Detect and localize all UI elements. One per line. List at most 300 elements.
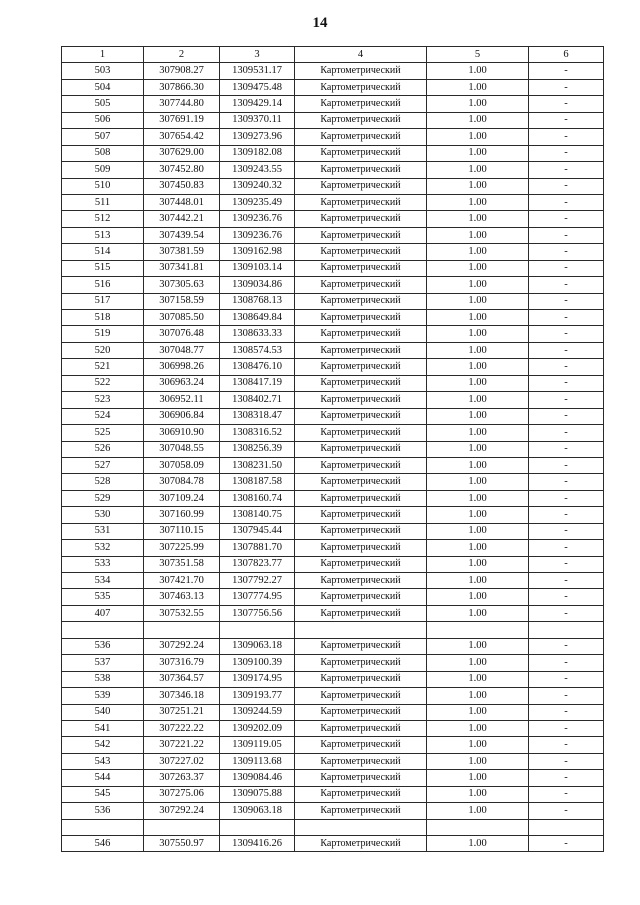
point-number-cell: 536 [62,803,144,819]
table-row [62,96,604,112]
description-cell: - [529,490,604,506]
method-cell: Картометрический [295,573,427,589]
y-coordinate-cell: 1308633.33 [220,326,295,342]
description-cell: - [529,556,604,572]
y-coordinate-cell: 1309273.96 [220,129,295,145]
table-row [62,540,604,556]
method-cell: Картометрический [295,145,427,161]
point-number-cell: 526 [62,441,144,457]
y-coordinate-cell: 1308476.10 [220,359,295,375]
point-number-cell: 521 [62,359,144,375]
point-number-cell: 529 [62,490,144,506]
y-coordinate-cell: 1308649.84 [220,310,295,326]
x-coordinate-cell: 307292.24 [144,638,220,654]
description-cell: - [529,671,604,687]
accuracy-cell: 1.00 [427,112,529,128]
method-cell: Картометрический [295,112,427,128]
empty-cell [295,819,427,835]
empty-cell [144,622,220,638]
point-number-cell: 534 [62,573,144,589]
x-coordinate-cell: 307058.09 [144,457,220,473]
description-cell: - [529,638,604,654]
table-row [62,112,604,128]
point-number-cell: 537 [62,655,144,671]
accuracy-cell: 1.00 [427,326,529,342]
accuracy-cell: 1.00 [427,441,529,457]
description-cell: - [529,408,604,424]
x-coordinate-cell: 307346.18 [144,688,220,704]
y-coordinate-cell: 1309193.77 [220,688,295,704]
description-cell: - [529,96,604,112]
method-cell: Картометрический [295,342,427,358]
y-coordinate-cell: 1309235.49 [220,194,295,210]
point-number-cell: 509 [62,162,144,178]
x-coordinate-cell: 307381.59 [144,244,220,260]
empty-cell [144,819,220,835]
description-cell: - [529,79,604,95]
accuracy-cell: 1.00 [427,392,529,408]
table-row [62,145,604,161]
accuracy-cell: 1.00 [427,162,529,178]
y-coordinate-cell: 1308256.39 [220,441,295,457]
point-number-cell: 545 [62,786,144,802]
accuracy-cell: 1.00 [427,836,529,852]
description-cell: - [529,260,604,276]
y-coordinate-cell: 1309034.86 [220,277,295,293]
x-coordinate-cell: 307225.99 [144,540,220,556]
x-coordinate-cell: 307305.63 [144,277,220,293]
method-cell: Картометрический [295,375,427,391]
x-coordinate-cell: 307160.99 [144,507,220,523]
description-cell: - [529,605,604,621]
accuracy-cell: 1.00 [427,605,529,621]
accuracy-cell: 1.00 [427,490,529,506]
table-row [62,194,604,210]
point-number-cell: 515 [62,260,144,276]
method-cell: Картометрический [295,474,427,490]
table-row [62,720,604,736]
accuracy-cell: 1.00 [427,293,529,309]
method-cell: Картометрический [295,556,427,572]
method-cell: Картометрический [295,490,427,506]
x-coordinate-cell: 307442.21 [144,211,220,227]
description-cell: - [529,227,604,243]
y-coordinate-cell: 1307774.95 [220,589,295,605]
accuracy-cell: 1.00 [427,79,529,95]
x-coordinate-cell: 307629.00 [144,145,220,161]
point-number-cell: 530 [62,507,144,523]
method-cell: Картометрический [295,589,427,605]
accuracy-cell: 1.00 [427,359,529,375]
accuracy-cell: 1.00 [427,737,529,753]
method-cell: Картометрический [295,227,427,243]
accuracy-cell: 1.00 [427,211,529,227]
y-coordinate-cell: 1309244.59 [220,704,295,720]
point-number-cell: 541 [62,720,144,736]
accuracy-cell: 1.00 [427,655,529,671]
method-cell: Картометрический [295,408,427,424]
y-coordinate-cell: 1309429.14 [220,96,295,112]
table-row [62,770,604,786]
x-coordinate-cell: 307275.06 [144,786,220,802]
method-cell: Картометрический [295,96,427,112]
point-number-cell: 511 [62,194,144,210]
table-row [62,441,604,457]
x-coordinate-cell: 307263.37 [144,770,220,786]
point-number-cell: 538 [62,671,144,687]
y-coordinate-cell: 1309063.18 [220,803,295,819]
method-cell: Картометрический [295,605,427,621]
y-coordinate-cell: 1308316.52 [220,425,295,441]
point-number-cell: 518 [62,310,144,326]
table-row [62,786,604,802]
method-cell: Картометрический [295,655,427,671]
coordinates-table [61,46,604,852]
table-row [62,457,604,473]
table-row [62,63,604,79]
accuracy-cell: 1.00 [427,688,529,704]
description-cell: - [529,589,604,605]
accuracy-cell: 1.00 [427,227,529,243]
method-cell: Картометрический [295,425,427,441]
y-coordinate-cell: 1308187.58 [220,474,295,490]
y-coordinate-cell: 1309236.76 [220,211,295,227]
method-cell: Картометрический [295,326,427,342]
table-row [62,803,604,819]
description-cell: - [529,688,604,704]
x-coordinate-cell: 307866.30 [144,79,220,95]
accuracy-cell: 1.00 [427,129,529,145]
accuracy-cell: 1.00 [427,457,529,473]
x-coordinate-cell: 307550.97 [144,836,220,852]
description-cell: - [529,540,604,556]
table-separator-row [62,819,604,835]
method-cell: Картометрический [295,753,427,769]
accuracy-cell: 1.00 [427,803,529,819]
method-cell: Картометрический [295,260,427,276]
x-coordinate-cell: 307341.81 [144,260,220,276]
method-cell: Картометрический [295,638,427,654]
description-cell: - [529,244,604,260]
point-number-cell: 524 [62,408,144,424]
accuracy-cell: 1.00 [427,425,529,441]
method-cell: Картометрический [295,803,427,819]
table-row [62,244,604,260]
x-coordinate-cell: 307076.48 [144,326,220,342]
x-coordinate-cell: 307364.57 [144,671,220,687]
table-row [62,605,604,621]
y-coordinate-cell: 1309113.68 [220,753,295,769]
y-coordinate-cell: 1309100.39 [220,655,295,671]
table-row [62,753,604,769]
point-number-cell: 504 [62,79,144,95]
y-coordinate-cell: 1309240.32 [220,178,295,194]
accuracy-cell: 1.00 [427,556,529,572]
description-cell: - [529,194,604,210]
point-number-cell: 522 [62,375,144,391]
method-cell: Картометрический [295,671,427,687]
accuracy-cell: 1.00 [427,310,529,326]
point-number-cell: 503 [62,63,144,79]
accuracy-cell: 1.00 [427,194,529,210]
point-number-cell: 505 [62,96,144,112]
point-number-cell: 539 [62,688,144,704]
accuracy-cell: 1.00 [427,573,529,589]
point-number-cell: 533 [62,556,144,572]
point-number-cell: 525 [62,425,144,441]
y-coordinate-cell: 1309236.76 [220,227,295,243]
point-number-cell: 528 [62,474,144,490]
x-coordinate-cell: 307452.80 [144,162,220,178]
method-cell: Картометрический [295,737,427,753]
y-coordinate-cell: 1308417.19 [220,375,295,391]
point-number-cell: 516 [62,277,144,293]
method-cell: Картометрический [295,836,427,852]
point-number-cell: 513 [62,227,144,243]
table-row [62,836,604,852]
y-coordinate-cell: 1309475.48 [220,79,295,95]
y-coordinate-cell: 1307823.77 [220,556,295,572]
accuracy-cell: 1.00 [427,540,529,556]
table-row [62,260,604,276]
x-coordinate-cell: 307048.77 [144,342,220,358]
y-coordinate-cell: 1309243.55 [220,162,295,178]
table-row [62,474,604,490]
accuracy-cell: 1.00 [427,720,529,736]
empty-cell [220,622,295,638]
y-coordinate-cell: 1307792.27 [220,573,295,589]
method-cell: Картометрический [295,79,427,95]
method-cell: Картометрический [295,162,427,178]
y-coordinate-cell: 1309162.98 [220,244,295,260]
table-row [62,589,604,605]
y-coordinate-cell: 1309182.08 [220,145,295,161]
point-number-cell: 542 [62,737,144,753]
table-row [62,655,604,671]
table-row [62,671,604,687]
y-coordinate-cell: 1308231.50 [220,457,295,473]
empty-cell [529,622,604,638]
column-header-accuracy: 5 [427,47,529,63]
method-cell: Картометрический [295,540,427,556]
x-coordinate-cell: 307158.59 [144,293,220,309]
description-cell: - [529,178,604,194]
accuracy-cell: 1.00 [427,770,529,786]
page-number: 14 [312,15,328,31]
method-cell: Картометрический [295,178,427,194]
table-separator-row [62,622,604,638]
accuracy-cell: 1.00 [427,704,529,720]
point-number-cell: 519 [62,326,144,342]
x-coordinate-cell: 307221.22 [144,737,220,753]
x-coordinate-cell: 307439.54 [144,227,220,243]
x-coordinate-cell: 307084.78 [144,474,220,490]
table-row [62,704,604,720]
y-coordinate-cell: 1309531.17 [220,63,295,79]
method-cell: Картометрический [295,507,427,523]
method-cell: Картометрический [295,211,427,227]
method-cell: Картометрический [295,786,427,802]
description-cell: - [529,655,604,671]
empty-cell [295,622,427,638]
accuracy-cell: 1.00 [427,244,529,260]
point-number-cell: 510 [62,178,144,194]
table-row [62,737,604,753]
column-header-y: 3 [220,47,295,63]
method-cell: Картометрический [295,129,427,145]
y-coordinate-cell: 1309084.46 [220,770,295,786]
description-cell: - [529,573,604,589]
accuracy-cell: 1.00 [427,277,529,293]
y-coordinate-cell: 1307881.70 [220,540,295,556]
x-coordinate-cell: 307085.50 [144,310,220,326]
y-coordinate-cell: 1309202.09 [220,720,295,736]
point-number-cell: 508 [62,145,144,161]
table-row [62,162,604,178]
description-cell: - [529,753,604,769]
x-coordinate-cell: 307654.42 [144,129,220,145]
point-number-cell: 514 [62,244,144,260]
accuracy-cell: 1.00 [427,638,529,654]
accuracy-cell: 1.00 [427,408,529,424]
accuracy-cell: 1.00 [427,474,529,490]
table-row [62,79,604,95]
accuracy-cell: 1.00 [427,523,529,539]
x-coordinate-cell: 306910.90 [144,425,220,441]
description-cell: - [529,770,604,786]
description-cell: - [529,704,604,720]
table-row [62,375,604,391]
point-number-cell: 546 [62,836,144,852]
point-number-cell: 407 [62,605,144,621]
y-coordinate-cell: 1308140.75 [220,507,295,523]
method-cell: Картометрический [295,720,427,736]
table-row [62,688,604,704]
table-row [62,490,604,506]
method-cell: Картометрический [295,63,427,79]
point-number-cell: 543 [62,753,144,769]
description-cell: - [529,836,604,852]
table-row [62,573,604,589]
method-cell: Картометрический [295,293,427,309]
description-cell: - [529,129,604,145]
column-header-point-number: 1 [62,47,144,63]
accuracy-cell: 1.00 [427,753,529,769]
table-row [62,638,604,654]
point-number-cell: 532 [62,540,144,556]
method-cell: Картометрический [295,704,427,720]
description-cell: - [529,326,604,342]
description-cell: - [529,277,604,293]
table-row [62,523,604,539]
y-coordinate-cell: 1309119.05 [220,737,295,753]
description-cell: - [529,310,604,326]
x-coordinate-cell: 307691.19 [144,112,220,128]
description-cell: - [529,63,604,79]
table-row [62,425,604,441]
table-body [62,63,604,852]
table-row [62,310,604,326]
description-cell: - [529,507,604,523]
empty-cell [529,819,604,835]
y-coordinate-cell: 1307945.44 [220,523,295,539]
y-coordinate-cell: 1309370.11 [220,112,295,128]
x-coordinate-cell: 307351.58 [144,556,220,572]
method-cell: Картометрический [295,359,427,375]
point-number-cell: 527 [62,457,144,473]
accuracy-cell: 1.00 [427,375,529,391]
table-row [62,392,604,408]
method-cell: Картометрический [295,523,427,539]
column-header-x: 2 [144,47,220,63]
description-cell: - [529,803,604,819]
method-cell: Картометрический [295,392,427,408]
description-cell: - [529,425,604,441]
empty-cell [427,819,529,835]
point-number-cell: 506 [62,112,144,128]
x-coordinate-cell: 307227.02 [144,753,220,769]
y-coordinate-cell: 1309075.88 [220,786,295,802]
point-number-cell: 536 [62,638,144,654]
accuracy-cell: 1.00 [427,63,529,79]
accuracy-cell: 1.00 [427,507,529,523]
x-coordinate-cell: 307109.24 [144,490,220,506]
method-cell: Картометрический [295,441,427,457]
y-coordinate-cell: 1309103.14 [220,260,295,276]
x-coordinate-cell: 307532.55 [144,605,220,621]
point-number-cell: 540 [62,704,144,720]
description-cell: - [529,737,604,753]
table-row [62,342,604,358]
accuracy-cell: 1.00 [427,671,529,687]
column-header-method: 4 [295,47,427,63]
table-row [62,129,604,145]
description-cell: - [529,474,604,490]
point-number-cell: 520 [62,342,144,358]
description-cell: - [529,375,604,391]
table-row [62,408,604,424]
empty-cell [427,622,529,638]
point-number-cell: 517 [62,293,144,309]
method-cell: Картометрический [295,770,427,786]
table-row [62,359,604,375]
table-row [62,277,604,293]
x-coordinate-cell: 307292.24 [144,803,220,819]
method-cell: Картометрический [295,688,427,704]
table-row [62,211,604,227]
description-cell: - [529,145,604,161]
x-coordinate-cell: 307251.21 [144,704,220,720]
point-number-cell: 531 [62,523,144,539]
table-row [62,227,604,243]
table-row [62,293,604,309]
x-coordinate-cell: 306906.84 [144,408,220,424]
accuracy-cell: 1.00 [427,178,529,194]
point-number-cell: 544 [62,770,144,786]
x-coordinate-cell: 307421.70 [144,573,220,589]
description-cell: - [529,342,604,358]
point-number-cell: 507 [62,129,144,145]
x-coordinate-cell: 307048.55 [144,441,220,457]
x-coordinate-cell: 307744.80 [144,96,220,112]
accuracy-cell: 1.00 [427,589,529,605]
table-row [62,326,604,342]
method-cell: Картометрический [295,457,427,473]
empty-cell [62,819,144,835]
empty-cell [62,622,144,638]
method-cell: Картометрический [295,194,427,210]
x-coordinate-cell: 307450.83 [144,178,220,194]
